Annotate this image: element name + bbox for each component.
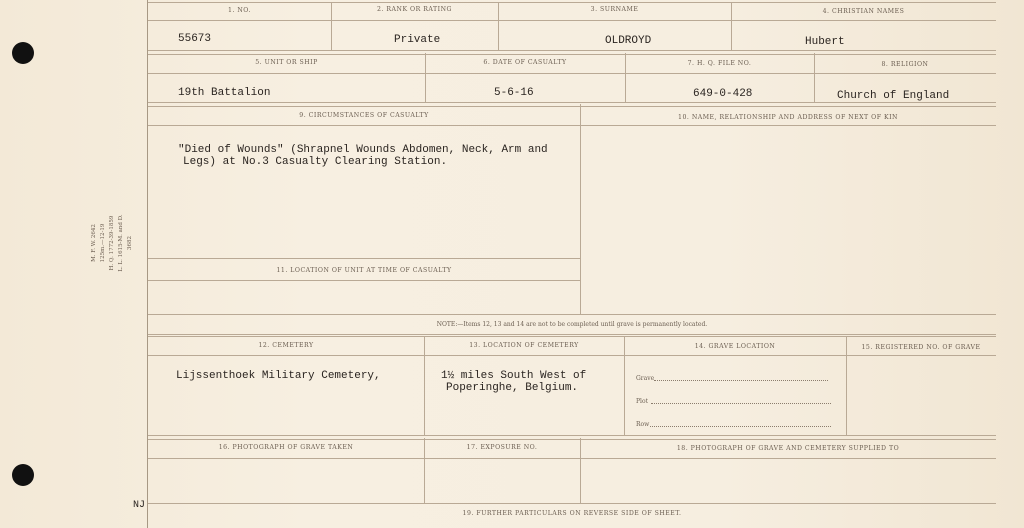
rule bbox=[148, 125, 996, 126]
side-codes bbox=[90, 212, 160, 274]
row-label: Row bbox=[636, 421, 650, 428]
cemetery-location-line-2: Poperinghe, Belgium. bbox=[446, 382, 579, 394]
header-photo-supplied: 18. PHOTOGRAPH OF GRAVE AND CEMETERY SUPPLIED TO bbox=[676, 445, 900, 452]
header-rank: 2. RANK OR RATING bbox=[377, 6, 452, 13]
side-code-4: L. L. 1615-M. and D. 3682 bbox=[118, 214, 133, 272]
christian-names-value: Hubert bbox=[805, 36, 845, 48]
rule bbox=[580, 104, 581, 314]
grave-label: Grave bbox=[636, 375, 655, 382]
header-religion: 8. RELIGION bbox=[881, 61, 929, 68]
further-particulars: 19. FURTHER PARTICULARS ON REVERSE SIDE OF SHEET. bbox=[462, 510, 682, 517]
rule bbox=[148, 280, 580, 281]
header-exposure: 17. EXPOSURE NO. bbox=[466, 444, 538, 451]
date-value: 5-6-16 bbox=[494, 87, 534, 99]
rule bbox=[148, 336, 996, 337]
header-photo-taken: 16. PHOTOGRAPH OF GRAVE TAKEN bbox=[218, 444, 354, 451]
rule bbox=[148, 50, 996, 55]
circumstances-line-1: "Died of Wounds" (Shrapnel Wounds Abdomen, Neck, Arm and bbox=[178, 144, 548, 156]
header-surname: 3. SURNAME bbox=[590, 6, 639, 13]
grave-line bbox=[654, 380, 828, 381]
punch-hole-bottom bbox=[12, 464, 34, 486]
rule bbox=[148, 314, 996, 315]
rule bbox=[624, 336, 625, 436]
rule bbox=[148, 2, 996, 3]
header-date: 6. DATE OF CASUALTY bbox=[483, 59, 567, 66]
plot-line bbox=[651, 403, 831, 404]
header-next-of-kin: 10. NAME, RELATIONSHIP AND ADDRESS OF NEXT OF KIN bbox=[678, 114, 898, 121]
rule bbox=[148, 102, 996, 107]
surname-value: OLDROYD bbox=[605, 35, 652, 47]
header-cemetery-location: 13. LOCATION OF CEMETERY bbox=[469, 342, 579, 349]
unit-value: 19th Battalion bbox=[178, 87, 271, 99]
service-number: 55673 bbox=[178, 33, 212, 45]
rule bbox=[148, 258, 580, 259]
religion-value: Church of England bbox=[837, 90, 950, 102]
cemetery-location-line-1: 1½ miles South West of bbox=[441, 370, 587, 382]
cemetery-value: Lijssenthoek Military Cemetery, bbox=[176, 370, 381, 382]
row-line bbox=[650, 426, 831, 427]
side-code-2: 125m.—12-19 bbox=[100, 223, 106, 263]
circumstances-line-2: Legs) at No.3 Casualty Clearing Station. bbox=[183, 156, 448, 168]
rule bbox=[846, 336, 847, 436]
rule bbox=[148, 458, 996, 459]
rank-value: Private bbox=[394, 34, 441, 46]
rule bbox=[148, 20, 996, 21]
note-text: NOTE:—Items 12, 13 and 14 are not to be completed until grave is permanently located. bbox=[436, 321, 708, 328]
punch-hole-top bbox=[12, 42, 34, 64]
header-cemetery: 12. CEMETERY bbox=[258, 342, 314, 349]
plot-label: Plot bbox=[636, 398, 648, 405]
margin-mark: NJ bbox=[133, 500, 146, 511]
side-code-3: H. Q. 1772-39-1859 bbox=[109, 215, 115, 271]
header-location-unit: 11. LOCATION OF UNIT AT TIME OF CASUALTY bbox=[276, 267, 452, 274]
header-circumstances: 9. CIRCUMSTANCES OF CASUALTY bbox=[299, 112, 429, 119]
rule bbox=[424, 336, 425, 436]
header-unit: 5. UNIT OR SHIP bbox=[255, 59, 318, 66]
header-christian-names: 4. CHRISTIAN NAMES bbox=[822, 8, 905, 15]
header-registered-no: 15. REGISTERED NO. OF GRAVE bbox=[861, 344, 981, 351]
rule bbox=[148, 334, 996, 335]
rule bbox=[148, 503, 996, 504]
rule bbox=[148, 73, 996, 74]
header-hq-file: 7. H. Q. FILE NO. bbox=[687, 60, 752, 67]
rule bbox=[148, 435, 996, 440]
header-grave-location: 14. GRAVE LOCATION bbox=[694, 343, 776, 350]
header-no: 1. NO. bbox=[228, 7, 251, 14]
hq-file-value: 649-0-428 bbox=[693, 88, 753, 100]
rule bbox=[148, 355, 996, 356]
side-code-1: M. F. W. 2642 bbox=[91, 224, 97, 262]
